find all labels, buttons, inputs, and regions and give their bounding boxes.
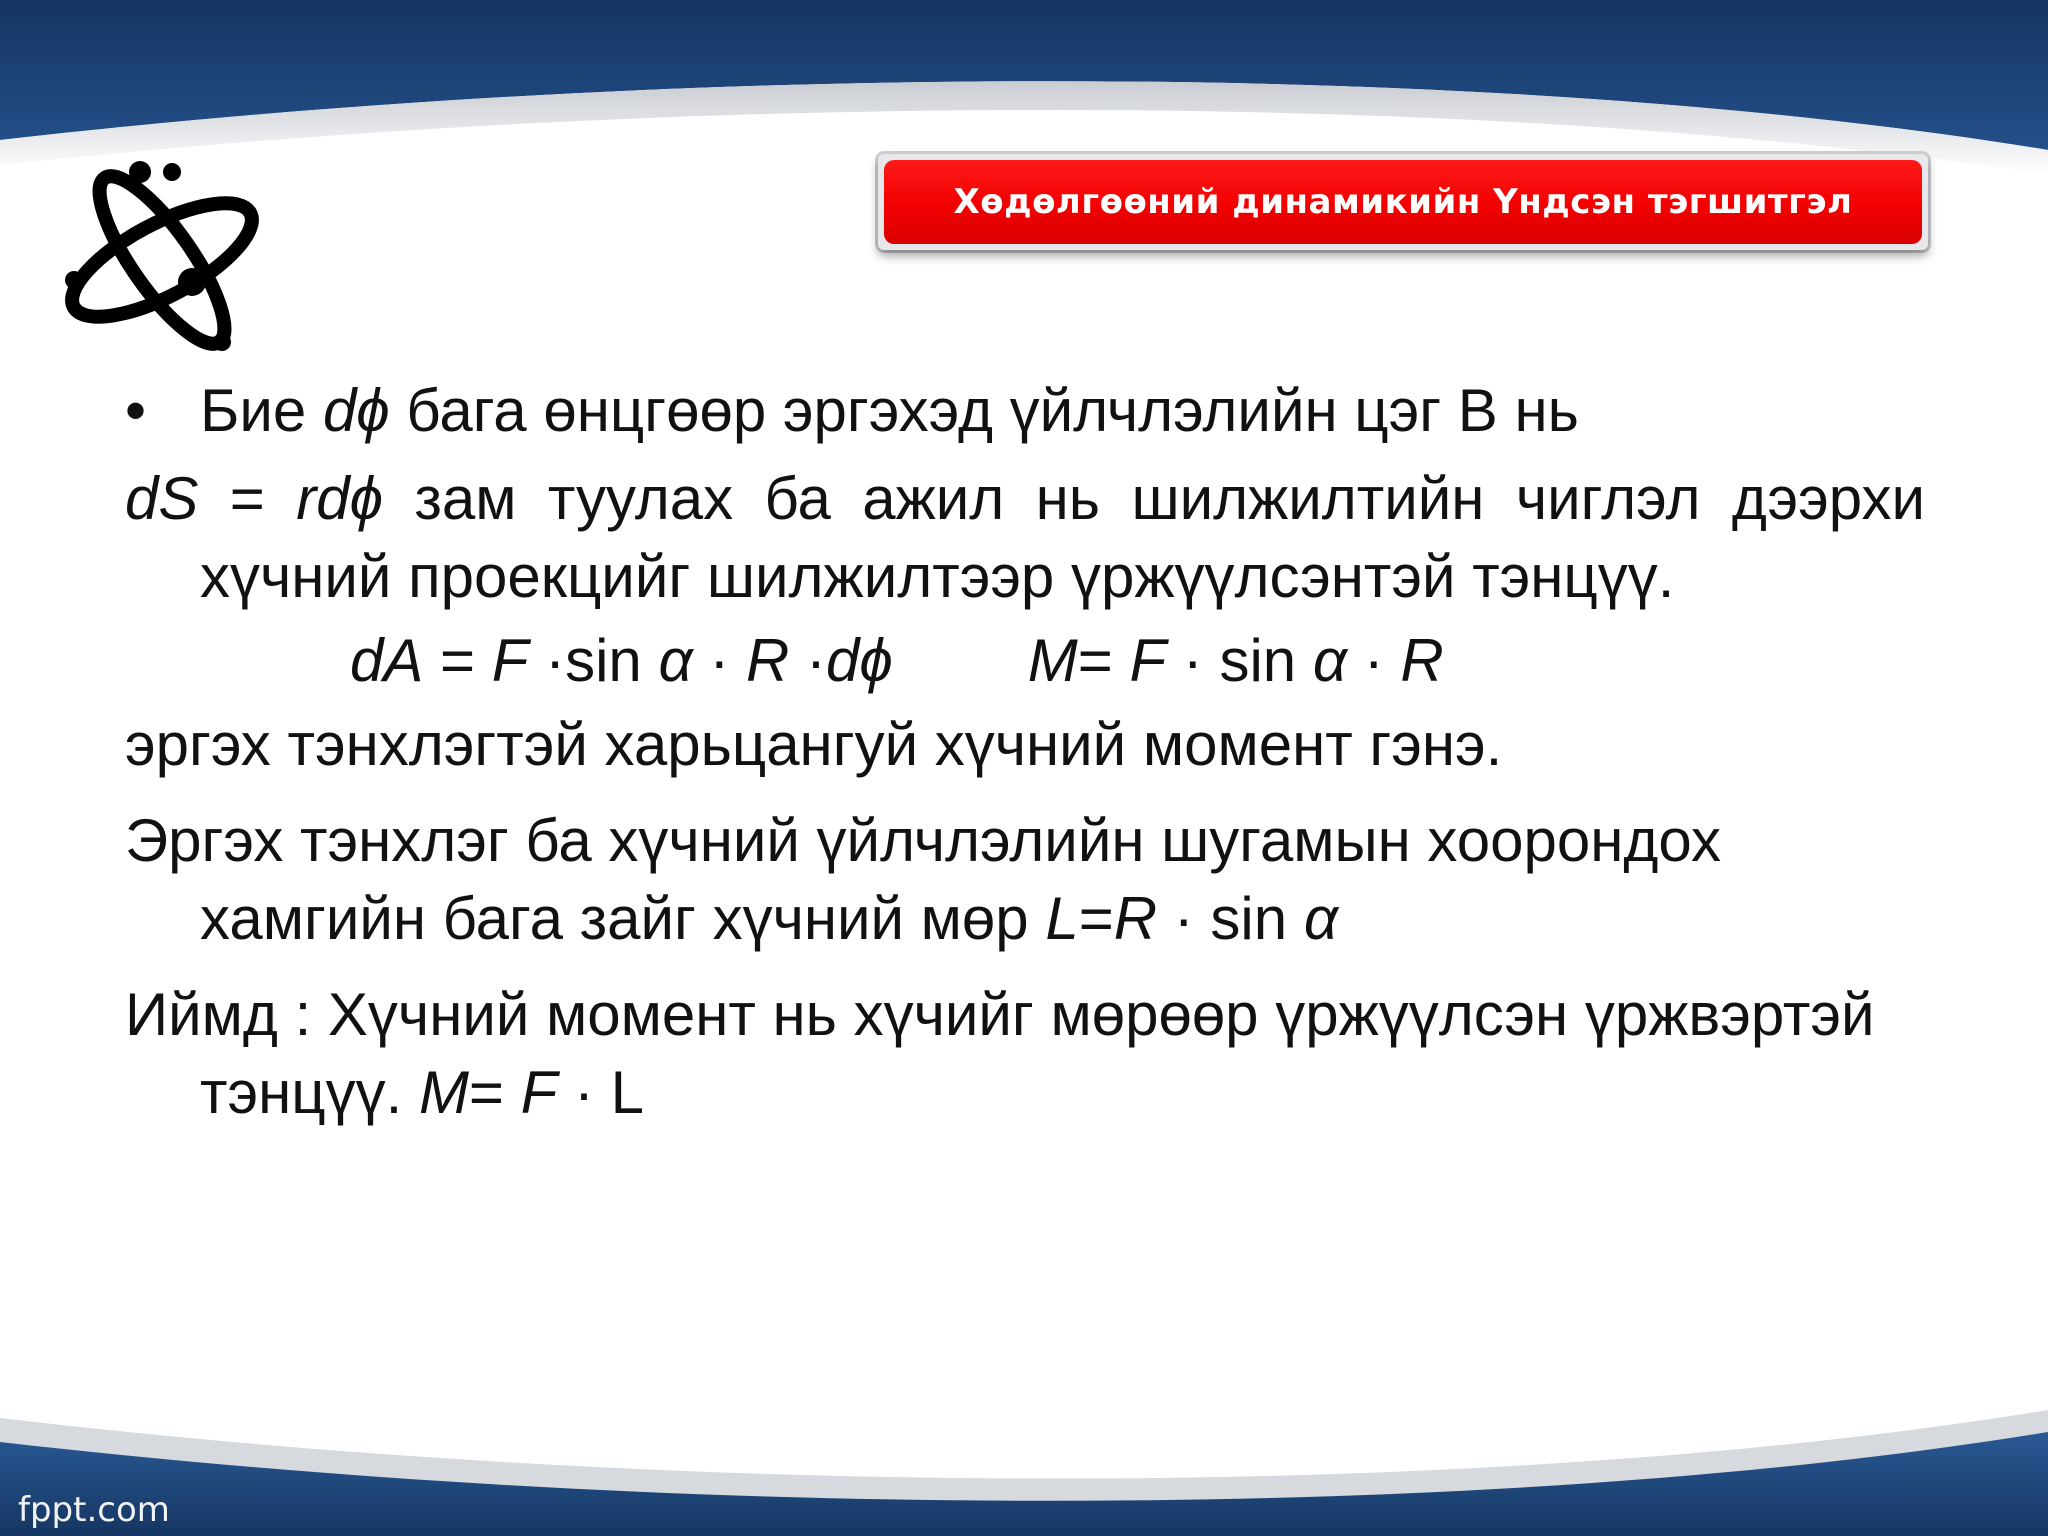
formula-part: · sin bbox=[1166, 627, 1313, 694]
formula-part: = bbox=[468, 1059, 521, 1126]
formula-part: = bbox=[1078, 885, 1114, 952]
formula-part: F bbox=[520, 1059, 558, 1126]
formula-part: = bbox=[1077, 627, 1130, 694]
formula-part: α bbox=[1303, 885, 1339, 952]
formula-var: rdϕ bbox=[296, 465, 383, 532]
formula-part: · L bbox=[557, 1059, 644, 1126]
formula-part: α bbox=[1312, 627, 1348, 694]
formula-part: M bbox=[1027, 627, 1078, 694]
formula-part: F bbox=[491, 627, 529, 694]
formula-part: · bbox=[1347, 627, 1401, 694]
paragraph-moment-def: эргэх тэнхлэгтэй харьцангуй хүчний момент гэнэ. bbox=[125, 711, 1503, 778]
formula-part: dA bbox=[350, 627, 424, 694]
formula-part: R bbox=[746, 627, 790, 694]
formula-part: · bbox=[692, 627, 747, 694]
formula-part: R bbox=[1400, 627, 1444, 694]
text-span: = bbox=[198, 465, 297, 532]
formula-part: R bbox=[1113, 885, 1158, 952]
slide-body bbox=[125, 372, 1925, 1132]
text-span: бага өнцгөөр эргэхэд үйлчлэлийн цэг В нь bbox=[389, 377, 1579, 444]
formula-part: M bbox=[418, 1059, 469, 1126]
title-bar bbox=[878, 154, 1928, 250]
paragraph-rotation bbox=[125, 372, 1925, 450]
bullet-marker: • bbox=[125, 377, 147, 444]
watermark: fppt.com bbox=[18, 1490, 170, 1530]
formula-part: = bbox=[423, 627, 492, 694]
title-bar-fill bbox=[884, 160, 1922, 244]
formula-part: α bbox=[658, 627, 693, 694]
formula-part: F bbox=[1129, 627, 1167, 694]
text-span: Бие bbox=[200, 377, 323, 444]
paragraph-conclusion bbox=[125, 976, 1925, 1132]
formula-part: dϕ bbox=[826, 627, 893, 694]
formula-var: dϕ bbox=[322, 377, 390, 444]
text-span: зам туулах ба ажил нь шилжилтийн чиглэл дээрхи хүчний проекцийг шилжилтээр үржүүлсэнтэй тэнцүү. bbox=[200, 465, 1925, 610]
equation-line bbox=[125, 622, 1925, 700]
text-span: Иймд : Хүчний момент нь хүчийг мөрөөр үржүүлсэн үржвэртэй тэнцүү. bbox=[125, 981, 1875, 1126]
formula-var: dS bbox=[125, 465, 199, 532]
formula-part: L bbox=[1045, 885, 1079, 952]
atom-icon bbox=[52, 150, 272, 365]
formula-part: · sin bbox=[1157, 885, 1304, 952]
formula-part: ·sin bbox=[528, 627, 659, 694]
formula-part: · bbox=[789, 627, 827, 694]
text-span: Эргэх тэнхлэг ба хүчний үйлчлэлийн шугамын хоорондох хамгийн бага зайг хүчний мөр bbox=[125, 807, 1722, 952]
paragraph-lever-arm bbox=[125, 802, 1925, 958]
slide-title: Хөдөлгөөний динамикийн Үндсэн тэгшитгэл bbox=[953, 182, 1853, 222]
paragraph-work bbox=[125, 460, 1925, 616]
